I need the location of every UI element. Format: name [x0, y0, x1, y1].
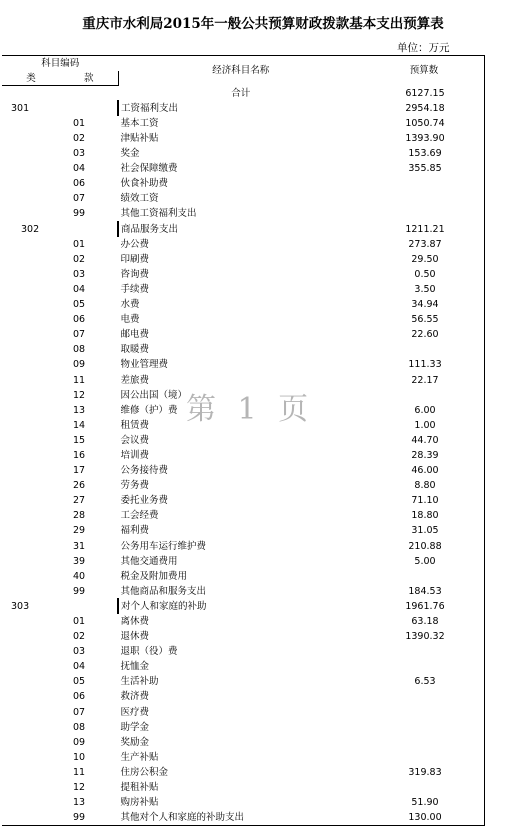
item-name: 救济费	[118, 689, 364, 704]
item-amount: 5.00	[364, 554, 485, 569]
section-code: 27	[73, 495, 86, 507]
item-amount	[364, 388, 485, 403]
item-name: 办公费	[118, 237, 364, 252]
item-name: 工会经费	[118, 508, 364, 523]
header-code: 科目编码	[3, 56, 119, 71]
class-code	[3, 584, 60, 599]
section-code: 13	[73, 404, 86, 416]
section-code: 05	[73, 676, 86, 688]
item-name: 绩效工资	[118, 191, 364, 206]
item-name: 助学金	[118, 720, 364, 735]
class-code	[3, 342, 60, 357]
item-amount	[364, 569, 485, 584]
item-name: 手续费	[118, 282, 364, 297]
section-code: 07	[73, 193, 86, 205]
item-name: 退休费	[118, 629, 364, 644]
section-code: 12	[73, 389, 86, 401]
table-row	[3, 297, 485, 312]
item-name: 抚恤金	[118, 659, 364, 674]
class-code	[3, 388, 60, 403]
table-row	[3, 327, 485, 342]
header-class: 类	[3, 71, 60, 86]
class-code	[3, 705, 60, 720]
item-amount: 46.00	[364, 463, 485, 478]
item-name: 奖励金	[118, 735, 364, 750]
class-code: 303	[3, 599, 60, 614]
table-row	[3, 357, 485, 372]
section-code: 28	[73, 510, 86, 522]
item-amount: 29.50	[364, 252, 485, 267]
table-row	[3, 674, 485, 689]
class-code	[3, 463, 60, 478]
class-code	[3, 237, 60, 252]
section-code: 26	[73, 480, 86, 492]
section-code: 01	[73, 238, 86, 250]
class-code	[3, 478, 60, 493]
item-amount: 1211.21	[364, 222, 485, 237]
table-row	[3, 780, 485, 795]
section-code: 39	[73, 555, 86, 567]
section-code	[60, 101, 119, 116]
class-code	[3, 176, 60, 191]
class-code	[3, 252, 60, 267]
item-name: 差旅费	[118, 372, 364, 387]
budget-table-body	[3, 56, 485, 826]
class-code	[3, 508, 60, 523]
item-amount: 111.33	[364, 357, 485, 372]
table-row	[3, 659, 485, 674]
item-name: 水费	[118, 297, 364, 312]
section-code: 08	[73, 721, 86, 733]
item-amount: 1390.32	[364, 629, 485, 644]
table-row	[3, 508, 485, 523]
item-name: 印刷费	[118, 252, 364, 267]
class-code	[3, 206, 60, 221]
item-name: 因公出国（境）	[118, 388, 364, 403]
item-amount: 130.00	[364, 810, 485, 825]
table-row	[3, 237, 485, 252]
section-code: 17	[73, 465, 86, 477]
section-code: 99	[73, 208, 86, 220]
table-row	[3, 539, 485, 554]
class-code	[3, 644, 60, 659]
item-amount: 8.80	[364, 478, 485, 493]
item-name: 购房补贴	[118, 795, 364, 810]
item-amount: 1393.90	[364, 131, 485, 146]
class-code	[3, 372, 60, 387]
header-section: 款	[60, 71, 119, 86]
item-amount	[364, 780, 485, 795]
table-row	[3, 614, 485, 629]
class-code	[3, 765, 60, 780]
section-code	[60, 599, 119, 614]
item-name: 生产补贴	[118, 750, 364, 765]
section-code: 03	[73, 268, 86, 280]
item-amount: 1961.76	[364, 599, 485, 614]
total-label: 合计	[118, 86, 364, 101]
header-amount: 预算数	[364, 56, 485, 86]
class-code	[3, 131, 60, 146]
section-code: 03	[73, 646, 86, 658]
class-code	[3, 357, 60, 372]
section-code: 02	[73, 631, 86, 643]
section-code: 11	[73, 766, 86, 778]
item-name: 奖金	[118, 146, 364, 161]
item-name: 津贴补贴	[118, 131, 364, 146]
item-name: 退职（役）费	[118, 644, 364, 659]
item-amount: 28.39	[364, 448, 485, 463]
section-code: 40	[73, 570, 86, 582]
table-row	[3, 720, 485, 735]
class-code	[3, 161, 60, 176]
item-amount	[364, 191, 485, 206]
class-code: 301	[3, 101, 60, 116]
item-amount: 6.53	[364, 674, 485, 689]
class-code	[3, 539, 60, 554]
table-row	[3, 644, 485, 659]
section-code: 11	[73, 374, 86, 386]
table-row	[3, 176, 485, 191]
section-code	[60, 222, 119, 237]
class-code	[3, 433, 60, 448]
class-code	[3, 327, 60, 342]
class-code: 302	[3, 222, 60, 237]
class-code	[3, 720, 60, 735]
section-code: 01	[73, 616, 86, 628]
class-code	[3, 750, 60, 765]
table-row	[3, 810, 485, 825]
item-amount	[364, 659, 485, 674]
section-code: 99	[60, 810, 119, 825]
section-code: 10	[73, 751, 86, 763]
item-amount: 22.17	[364, 372, 485, 387]
page-title: 重庆市水利局2015年一般公共预算财政拨款基本支出预算表	[82, 16, 444, 32]
section-code: 15	[73, 434, 86, 446]
class-code	[3, 312, 60, 327]
class-code	[3, 795, 60, 810]
table-row	[3, 493, 485, 508]
table-row	[3, 554, 485, 569]
table-row	[3, 267, 485, 282]
total-row	[3, 86, 485, 101]
item-amount	[364, 705, 485, 720]
item-amount	[364, 720, 485, 735]
item-name: 工资福利支出	[118, 101, 364, 116]
class-code	[3, 735, 60, 750]
table-row	[3, 282, 485, 297]
item-name: 商品服务支出	[118, 222, 364, 237]
item-amount: 319.83	[364, 765, 485, 780]
class-code	[3, 614, 60, 629]
table-row	[3, 433, 485, 448]
item-amount: 273.87	[364, 237, 485, 252]
item-name: 电费	[118, 312, 364, 327]
class-code	[3, 448, 60, 463]
item-amount: 71.10	[364, 493, 485, 508]
table-row	[3, 584, 485, 599]
item-name: 咨询费	[118, 267, 364, 282]
item-name: 公务接待费	[118, 463, 364, 478]
item-amount: 44.70	[364, 433, 485, 448]
item-amount: 1050.74	[364, 116, 485, 131]
item-amount: 6.00	[364, 403, 485, 418]
item-name: 对个人和家庭的补助	[118, 599, 364, 614]
table-row	[3, 478, 485, 493]
table-row	[3, 765, 485, 780]
item-name: 物业管理费	[118, 357, 364, 372]
item-amount	[364, 176, 485, 191]
class-code	[3, 282, 60, 297]
section-code: 08	[73, 344, 86, 356]
section-code: 06	[73, 691, 86, 703]
class-code	[3, 554, 60, 569]
section-code: 04	[73, 661, 86, 673]
header-name: 经济科目名称	[118, 56, 364, 86]
class-code	[3, 191, 60, 206]
table-row	[3, 161, 485, 176]
table-row	[3, 599, 485, 614]
section-code: 01	[73, 117, 86, 129]
section-code: 12	[73, 782, 86, 794]
item-name: 邮电费	[118, 327, 364, 342]
table-row	[3, 629, 485, 644]
section-code: 05	[73, 299, 86, 311]
section-code: 09	[73, 359, 86, 371]
item-amount: 34.94	[364, 297, 485, 312]
table-row	[3, 342, 485, 357]
item-amount	[364, 689, 485, 704]
item-name: 医疗费	[118, 705, 364, 720]
item-amount: 3.50	[364, 282, 485, 297]
item-name: 福利费	[118, 523, 364, 538]
section-code: 07	[73, 329, 86, 341]
header-row-code	[3, 56, 485, 71]
class-code	[3, 493, 60, 508]
section-code: 29	[73, 525, 86, 537]
unit-label: 单位：万元	[397, 42, 450, 54]
section-code: 03	[73, 148, 86, 160]
item-name: 会议费	[118, 433, 364, 448]
item-name: 委托业务费	[118, 493, 364, 508]
table-row	[3, 569, 485, 584]
item-name: 其他商品和服务支出	[118, 584, 364, 599]
class-code	[3, 297, 60, 312]
table-row	[3, 705, 485, 720]
class-code	[3, 629, 60, 644]
item-name: 住房公积金	[118, 765, 364, 780]
section-code: 31	[73, 540, 86, 552]
item-amount: 355.85	[364, 161, 485, 176]
class-code	[3, 674, 60, 689]
table-row	[3, 252, 485, 267]
class-code	[3, 689, 60, 704]
table-row	[3, 101, 485, 116]
section-code: 07	[73, 706, 86, 718]
item-amount: 22.60	[364, 327, 485, 342]
item-amount: 210.88	[364, 539, 485, 554]
section-code: 04	[73, 283, 86, 295]
section-code: 06	[73, 178, 86, 190]
item-name: 伙食补助费	[118, 176, 364, 191]
table-row	[3, 689, 485, 704]
item-amount	[364, 644, 485, 659]
item-amount	[364, 342, 485, 357]
class-code	[3, 267, 60, 282]
item-amount: 31.05	[364, 523, 485, 538]
class-code	[3, 146, 60, 161]
item-amount: 153.69	[364, 146, 485, 161]
class-code	[3, 523, 60, 538]
class-code	[3, 418, 60, 433]
table-row	[3, 735, 485, 750]
table-row	[3, 191, 485, 206]
item-amount: 1.00	[364, 418, 485, 433]
section-code: 09	[73, 736, 86, 748]
section-code: 14	[73, 419, 86, 431]
item-name: 基本工资	[118, 116, 364, 131]
item-name: 离休费	[118, 614, 364, 629]
item-name: 提租补贴	[118, 780, 364, 795]
item-name: 其他工资福利支出	[118, 206, 364, 221]
section-code: 06	[73, 314, 86, 326]
section-code: 13	[73, 797, 86, 809]
item-name: 生活补助	[118, 674, 364, 689]
item-amount: 18.80	[364, 508, 485, 523]
item-name: 维修（护）费	[118, 403, 364, 418]
table-row	[3, 312, 485, 327]
class-code	[3, 659, 60, 674]
section-code: 16	[73, 449, 86, 461]
item-name: 社会保障缴费	[118, 161, 364, 176]
page-watermark: 第 1 页	[186, 392, 315, 427]
section-code: 02	[73, 133, 86, 145]
section-code: 02	[73, 253, 86, 265]
section-code: 99	[73, 585, 86, 597]
table-row	[3, 523, 485, 538]
table-row	[3, 206, 485, 221]
item-amount: 56.55	[364, 312, 485, 327]
table-row	[3, 146, 485, 161]
item-name: 税金及附加费用	[118, 569, 364, 584]
item-amount	[364, 750, 485, 765]
item-amount: 184.53	[364, 584, 485, 599]
section-code: 04	[73, 163, 86, 175]
class-code	[3, 780, 60, 795]
table-row	[3, 131, 485, 146]
item-amount: 0.50	[364, 267, 485, 282]
table-row	[3, 463, 485, 478]
item-name: 公务用车运行维护费	[118, 539, 364, 554]
item-name: 劳务费	[118, 478, 364, 493]
item-name: 其他对个人和家庭的补助支出	[118, 810, 364, 825]
table-row	[3, 795, 485, 810]
class-code	[3, 569, 60, 584]
item-amount: 63.18	[364, 614, 485, 629]
table-row	[3, 448, 485, 463]
budget-table	[2, 55, 485, 826]
class-code	[3, 403, 60, 418]
item-amount	[364, 735, 485, 750]
item-name: 取暖费	[118, 342, 364, 357]
table-row	[3, 116, 485, 131]
table-row	[3, 750, 485, 765]
class-code	[3, 810, 60, 825]
class-code	[3, 116, 60, 131]
total-amount: 6127.15	[364, 86, 485, 101]
item-name: 其他交通费用	[118, 554, 364, 569]
item-amount: 2954.18	[364, 101, 485, 116]
item-name: 培训费	[118, 448, 364, 463]
item-amount	[364, 206, 485, 221]
item-amount: 51.90	[364, 795, 485, 810]
table-row	[3, 222, 485, 237]
item-name: 租赁费	[118, 418, 364, 433]
